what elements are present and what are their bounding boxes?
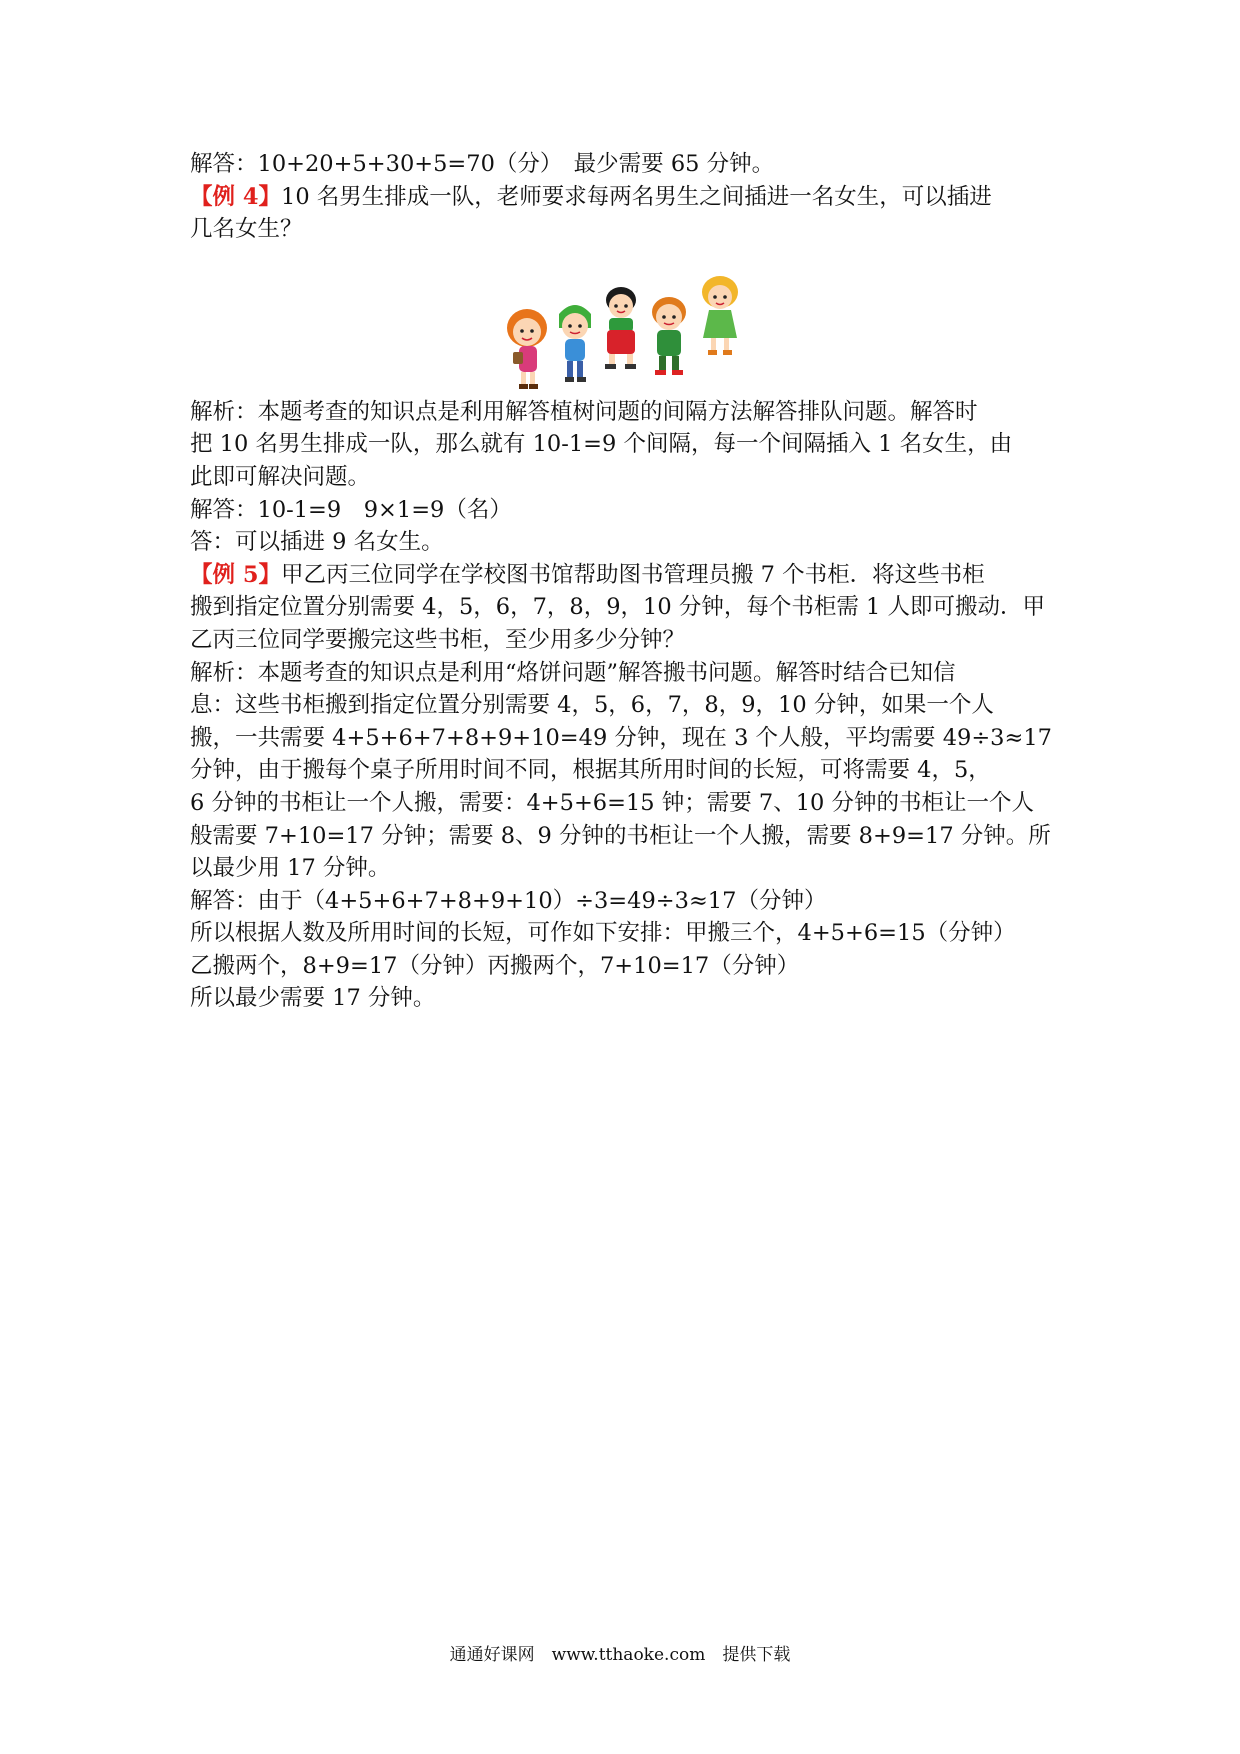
child-figure: [605, 287, 636, 369]
text-line: 6 分钟的书柜让一个人搬，需要：4+5+6=15 钟；需要 7、10 分钟的书柜让一个人: [190, 789, 1035, 816]
example-5-tag: 【例 5】: [190, 561, 281, 588]
text-line: 解答：由于（4+5+6+7+8+9+10）÷3=49÷3≈17（分钟）: [190, 887, 827, 914]
text-line: 所以根据人数及所用时间的长短，可作如下安排：甲搬三个，4+5+6=15（分钟）: [190, 920, 1016, 947]
text-line: 解析：本题考查的知识点是利用解答植树问题的间隔方法解答排队问题。解答时: [190, 398, 978, 425]
example-4-tag: 【例 4】: [190, 183, 281, 210]
example-4-question-line: [190, 181, 1060, 214]
text-line: 解答：10+20+5+30+5=70（分） 最少需要 65 分钟。: [190, 151, 775, 177]
text-line: 搬到指定位置分别需要 4，5，6，7，8，9，10 分钟，每个书柜需 1 人即可搬动．甲: [190, 594, 1045, 621]
text-line: 几名女生？: [190, 216, 303, 243]
text-line: 10 名男生排成一队，老师要求每两名男生之间插进一名女生，可以插进: [281, 183, 992, 210]
cartoon-children-illustration: [497, 270, 759, 400]
text-line: 答：可以插进 9 名女生。: [190, 529, 444, 556]
child-figure: [507, 309, 547, 389]
text-line: 息：这些书柜搬到指定位置分别需要 4，5，6，7，8，9，10 分钟，如果一个人: [190, 692, 994, 719]
example-5-question-line: [190, 559, 1060, 592]
text-line: 般需要 7+10=17 分钟；需要 8、9 分钟的书柜让一个人搬，需要 8+9=17 分钟。所: [190, 822, 1051, 849]
child-figure: [559, 305, 591, 382]
text-line: 所以最少需要 17 分钟。: [190, 985, 436, 1012]
text-line: 甲乙丙三位同学在学校图书馆帮助图书管理员搬 7 个书柜．将这些书柜: [281, 561, 985, 588]
text-line: 解析：本题考查的知识点是利用“烙饼问题”解答搬书问题。解答时结合已知信: [190, 659, 956, 686]
text-line: 搬，一共需要 4+5+6+7+8+9+10=49 分钟，现在 3 个人般，平均需要 49÷3≈17: [190, 724, 1052, 751]
text-line: 以最少用 17 分钟。: [190, 855, 391, 882]
footer: 通通好课网 www.tthaoke.com 提供下载: [449, 1645, 791, 1665]
text-line: 乙丙三位同学要搬完这些书柜，至少用多少分钟？: [190, 626, 686, 653]
text-line: 分钟，由于搬每个桌子所用时间不同，根据其所用时间的长短，可将需要 4，5，: [190, 757, 991, 784]
text-line: 乙搬两个，8+9=17（分钟）丙搬两个，7+10=17（分钟）: [190, 952, 800, 979]
text-line: 此即可解决问题。: [190, 463, 371, 490]
text-line: 把 10 名男生排成一队，那么就有 10-1=9 个间隔，每一个间隔插入 1 名女生，由: [190, 431, 1013, 458]
child-figure: [702, 276, 738, 355]
text-line: 解答：10-1=9 9×1=9（名）: [190, 496, 512, 523]
child-figure: [652, 297, 686, 375]
